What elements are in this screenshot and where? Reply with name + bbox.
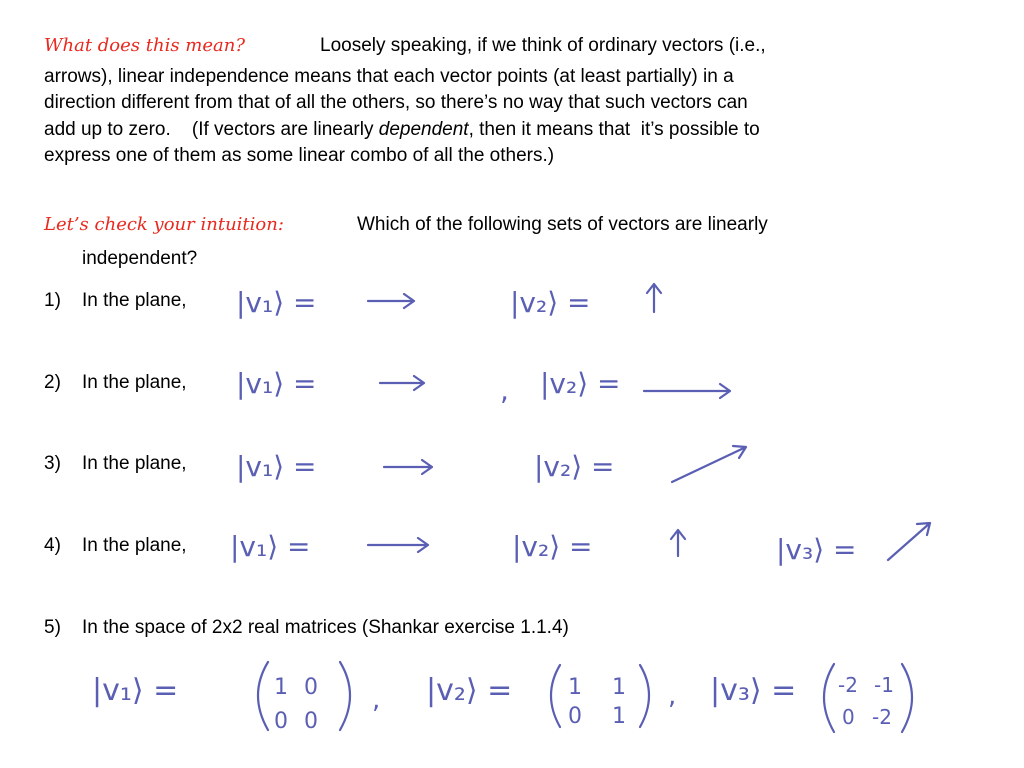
matrix1-a22: 0	[304, 709, 318, 734]
check-heading: Let’s check your intuition:	[44, 214, 284, 235]
matrix2-a12: 1	[612, 675, 626, 700]
row2-comma: ,	[500, 374, 509, 407]
matrix2-a22: 1	[612, 704, 626, 729]
matrix2-a21: 0	[568, 704, 582, 729]
row1-v1-label: |v₁⟩ =	[236, 286, 317, 319]
matrix3-right-paren	[902, 664, 912, 732]
matrix3-a12: -1	[874, 673, 894, 697]
intro-line-5: express one of them as some linear combo of all the others.)	[44, 145, 555, 166]
intro-heading: What does this mean?	[44, 35, 245, 56]
matrix1-right-paren	[340, 662, 350, 730]
item-4-label: In the plane,	[82, 535, 187, 556]
row5-v2-label: |v₂⟩ =	[426, 673, 513, 708]
matrix2-comma: ,	[668, 681, 677, 711]
row3-v2-arrow-diagonal	[672, 446, 746, 482]
row4-v1-label: |v₁⟩ =	[230, 530, 311, 563]
item-5-label: In the space of 2x2 real matrices (Shankar exercise 1.1.4)	[82, 617, 569, 638]
row3-v2-label: |v₂⟩ =	[534, 450, 615, 483]
item-2-label: In the plane,	[82, 372, 187, 393]
matrix1-left-paren	[258, 662, 268, 730]
matrix2-a11: 1	[568, 675, 582, 700]
intro-line-4-end: , then it means that it’s possible to	[468, 119, 760, 140]
row4-v3-arrow-diagonal	[888, 523, 930, 560]
row1-v1-arrow-right	[368, 294, 414, 308]
matrix1-a21: 0	[274, 709, 288, 734]
row1-v2-arrow-up	[647, 284, 661, 312]
row2-v2-arrow-long-right	[644, 384, 730, 398]
matrix3-a11: -2	[838, 673, 858, 697]
intro-emphasis: dependent	[378, 119, 469, 140]
item-4-number: 4)	[44, 535, 61, 556]
intro-line-2: arrows), linear independence means that each vector points (at least partially) in a	[44, 66, 734, 87]
row1-v2-label: |v₂⟩ =	[510, 286, 591, 319]
matrix1-a12: 0	[304, 675, 318, 700]
row5-v3-label: |v₃⟩ =	[710, 673, 797, 708]
question-line-2: independent?	[82, 248, 198, 269]
row4-v2-label: |v₂⟩ =	[512, 530, 593, 563]
item-2-number: 2)	[44, 372, 61, 393]
item-5-number: 5)	[44, 617, 61, 638]
row3-v1-arrow-right	[384, 460, 432, 474]
row2-v1-arrow-right	[380, 376, 424, 390]
row4-v2-arrow-up	[671, 530, 685, 556]
row5-v1-label: |v₁⟩ =	[92, 673, 179, 708]
matrix1-comma: ,	[372, 685, 381, 715]
row4-v1-arrow-right	[368, 538, 428, 552]
intro-line-3: direction different from that of all the others, so there’s no way that such vectors can	[44, 92, 748, 113]
matrix3-a21: 0	[842, 705, 855, 729]
row3-v1-label: |v₁⟩ =	[236, 450, 317, 483]
item-3-number: 3)	[44, 453, 61, 474]
matrix3-a22: -2	[872, 705, 892, 729]
item-1-number: 1)	[44, 290, 61, 311]
question-line-1: Which of the following sets of vectors are linearly	[357, 214, 768, 235]
matrix1-a11: 1	[274, 675, 288, 700]
intro-line-4-start: add up to zero. (If vectors are linearly	[44, 119, 379, 140]
matrix2-right-paren	[640, 665, 649, 727]
item-1-label: In the plane,	[82, 290, 187, 311]
row2-v1-label: |v₁⟩ =	[236, 367, 317, 400]
row2-v2-label: |v₂⟩ =	[540, 367, 621, 400]
row4-v3-label: |v₃⟩ =	[776, 533, 857, 566]
matrix2-left-paren	[551, 665, 560, 727]
matrix3-left-paren	[824, 664, 834, 732]
item-3-label: In the plane,	[82, 453, 187, 474]
intro-line-1: Loosely speaking, if we think of ordinary vectors (i.e.,	[320, 35, 766, 56]
